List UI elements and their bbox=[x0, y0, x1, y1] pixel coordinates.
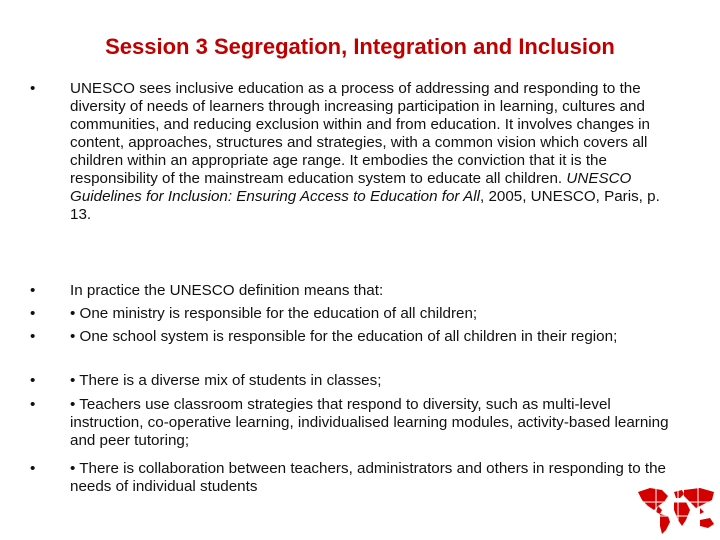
bullet-dot: • bbox=[30, 396, 36, 413]
bullet-dot: • bbox=[30, 328, 36, 345]
bullet-text: In practice the UNESCO definition means that: bbox=[70, 282, 384, 299]
definition-text: UNESCO sees inclusive education as a process of addressing and responding to the diversity of needs of learners through increasing participation in learning, cultures and communities, and reducing exclusion within and from education. It involves changes in content, approaches, structures and strategies, with a common vision which covers all children within an appropriate age range. It embodies the conviction that it is the responsibility of the mainstream education system to educate all children. bbox=[70, 80, 650, 187]
slide-title: Session 3 Segregation, Integration and Inclusion bbox=[105, 34, 615, 59]
bullet-text: • There is collaboration between teachers, administrators and others in responding to the needs of individual students bbox=[70, 460, 667, 495]
bullet-text bbox=[70, 80, 670, 224]
bullet-text: • Teachers use classroom strategies that respond to diversity, such as multi-level instruction, co-operative learning, individualised learning modules, activity-based learning and peer tutoring; bbox=[70, 396, 669, 449]
bullet-teacher-strategies bbox=[30, 396, 670, 450]
bullet-dot: • bbox=[30, 305, 36, 322]
citation-details: , 2005, UNESCO, Paris, p. 13. bbox=[70, 188, 660, 223]
bullet-one-school-system bbox=[30, 328, 670, 346]
bullet-dot: • bbox=[30, 372, 36, 389]
bullet-collaboration bbox=[30, 460, 670, 496]
bullet-dot: • bbox=[30, 460, 36, 477]
bullet-diverse-mix bbox=[30, 372, 670, 390]
bullet-unesco-definition bbox=[30, 80, 670, 224]
bullet-one-ministry bbox=[30, 305, 670, 323]
bullet-text: • There is a diverse mix of students in classes; bbox=[70, 372, 382, 389]
bullet-text: • One school system is responsible for the education of all children in their region; bbox=[70, 328, 618, 345]
world-map-icon bbox=[634, 484, 718, 536]
bullet-dot: • bbox=[30, 80, 36, 97]
bullet-dot: • bbox=[30, 282, 36, 299]
bullet-intro bbox=[30, 282, 670, 300]
bullet-text: • One ministry is responsible for the education of all children; bbox=[70, 305, 478, 322]
citation-title: UNESCO Guidelines for Inclusion: Ensuring Access to Education for All bbox=[70, 170, 632, 205]
